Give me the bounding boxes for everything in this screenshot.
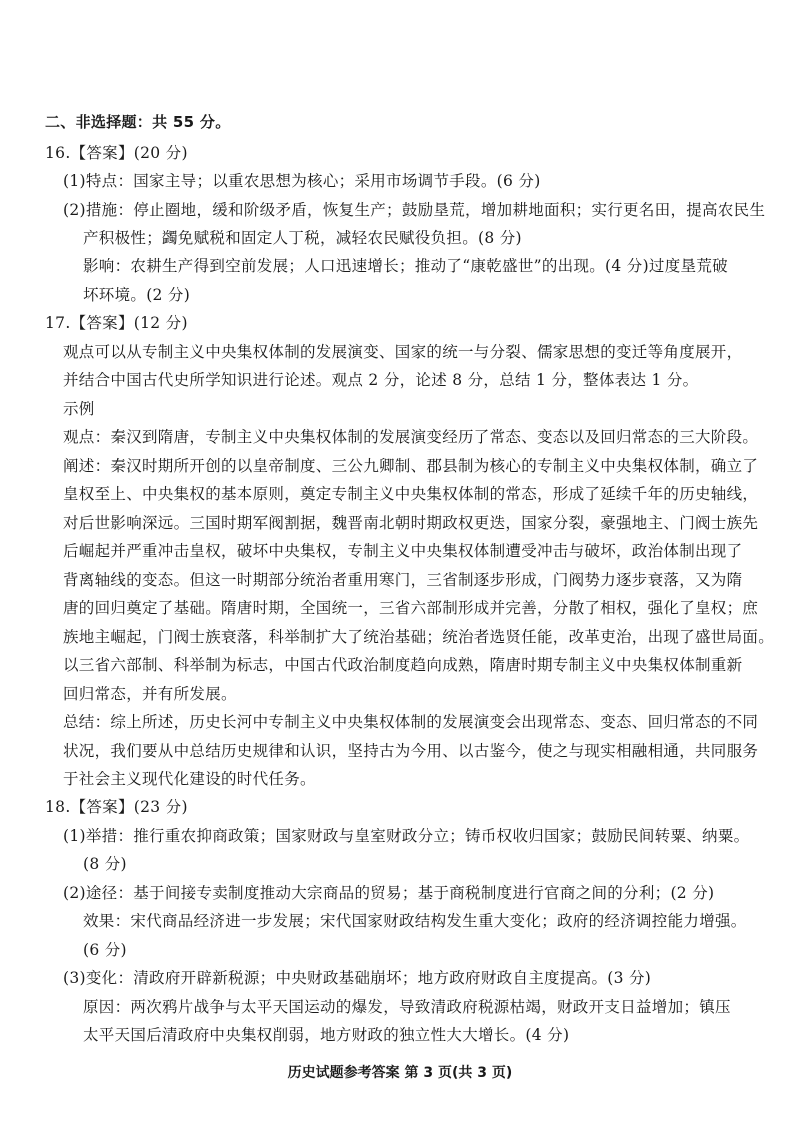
q17-line-8: 后崛起并严重冲击皇权，破坏中央集权，专制主义中央集权体制遭受冲击与破坏，政治体制出现了 (63, 542, 743, 560)
q16-line-4: 影响：农耕生产得到空前发展；人口迅速增长；推动了“康乾盛世”的出现。(4 分)过度垦荒破 (83, 257, 728, 275)
q16-line-5: 坏环境。(2 分) (83, 286, 191, 304)
q18-line-5: (6 分) (83, 941, 127, 959)
q18-line-4: 效果：宋代商品经济进一步发展；宋代国家财政结构发生重大变化；政府的经济调控能力增强。 (83, 912, 747, 930)
q18-line-6: (3)变化：清政府开辟新税源；中央财政基础崩坏；地方政府财政自主度提高。(3 分) (63, 969, 652, 987)
q18-line-3: (2)途径：基于间接专卖制度推动大宗商品的贸易；基于商税制度进行官商之间的分利；(2 分) (63, 884, 715, 902)
q17-line-10: 唐的回归奠定了基础。隋唐时期，全国统一，三省六部制形成并完善，分散了相权，强化了皇权；庶 (63, 599, 759, 617)
q17-heading: 17.【答案】(12 分) (45, 314, 188, 332)
q17-line-15: 状况，我们要从中总结历史规律和认识，坚持古为今用、以古鉴今，使之与现实相融相通，共同服务 (63, 742, 759, 760)
q16-line-3: 产积极性；蠲免赋税和固定人丁税，减轻农民赋役负担。(8 分) (83, 229, 522, 247)
q17-line-16: 于社会主义现代化建设的时代任务。 (63, 770, 316, 788)
q18-line-8: 太平天国后清政府中央集权削弱，地方财政的独立性大大增长。(4 分) (83, 1026, 570, 1044)
q16-heading: 16.【答案】(20 分) (45, 144, 188, 162)
q18-heading: 18.【答案】(23 分) (45, 798, 188, 816)
q18-line-7: 原因：两次鸦片战争与太平天国运动的爆发，导致清政府税源枯竭，财政开支日益增加；镇压 (83, 998, 731, 1016)
q17-line-12: 以三省六部制、科举制为标志，中国古代政治制度趋向成熟，隋唐时期专制主义中央集权体制重新 (63, 656, 743, 674)
q17-line-2: 并结合中国古代史所学知识进行论述。观点 2 分，论述 8 分，总结 1 分，整体表达 1 分。 (63, 371, 699, 389)
page-footer: 历史试题参考答案 第 3 页(共 3 页) (287, 1065, 513, 1081)
q17-line-11: 族地主崛起，门阀士族衰落，科举制扩大了统治基础；统治者选贤任能，改革吏治，出现了盛世局面。 (63, 628, 775, 646)
q17-line-9: 背离轴线的变态。但这一时期部分统治者重用寒门，三省制逐步形成，门阀势力逐步衰落，又为隋 (63, 571, 743, 589)
q17-line-6: 皇权至上、中央集权的基本原则，奠定专制主义中央集权体制的常态，形成了延续千年的历史轴线， (63, 485, 759, 503)
section-title: 二、非选择题：共 55 分。 (45, 113, 231, 131)
q17-line-5: 阐述：秦汉时期所开创的以皇帝制度、三公九卿制、郡县制为核心的专制主义中央集权体制，确立了 (63, 457, 759, 475)
q16-line-1: (1)特点：国家主导；以重农思想为核心；采用市场调节手段。(6 分) (63, 172, 541, 190)
q17-line-1: 观点可以从专制主义中央集权体制的发展演变、国家的统一与分裂、儒家思想的变迁等角度展开， (63, 343, 743, 361)
q17-line-13: 回归常态，并有所发展。 (63, 685, 237, 703)
q17-example-label: 示例 (63, 400, 95, 418)
q17-line-4: 观点：秦汉到隋唐，专制主义中央集权体制的发展演变经历了常态、变态以及回归常态的三大阶段。 (63, 428, 759, 446)
q18-line-1: (1)举措：推行重农抑商政策；国家财政与皇室财政分立；铸币权收归国家；鼓励民间转粟、纳粟。 (63, 827, 750, 845)
q18-line-2: (8 分) (83, 855, 127, 873)
q16-line-2: (2)措施：停止圈地，缓和阶级矛盾，恢复生产；鼓励垦荒，增加耕地面积；实行更名田，提高农民生 (63, 201, 766, 219)
q17-line-14: 总结：综上所述，历史长河中专制主义中央集权体制的发展演变会出现常态、变态、回归常态的不同 (63, 713, 759, 731)
q17-line-7: 对后世影响深远。三国时期军阀割据，魏晋南北朝时期政权更迭，国家分裂，豪强地主、门阀士族先 (63, 514, 759, 532)
